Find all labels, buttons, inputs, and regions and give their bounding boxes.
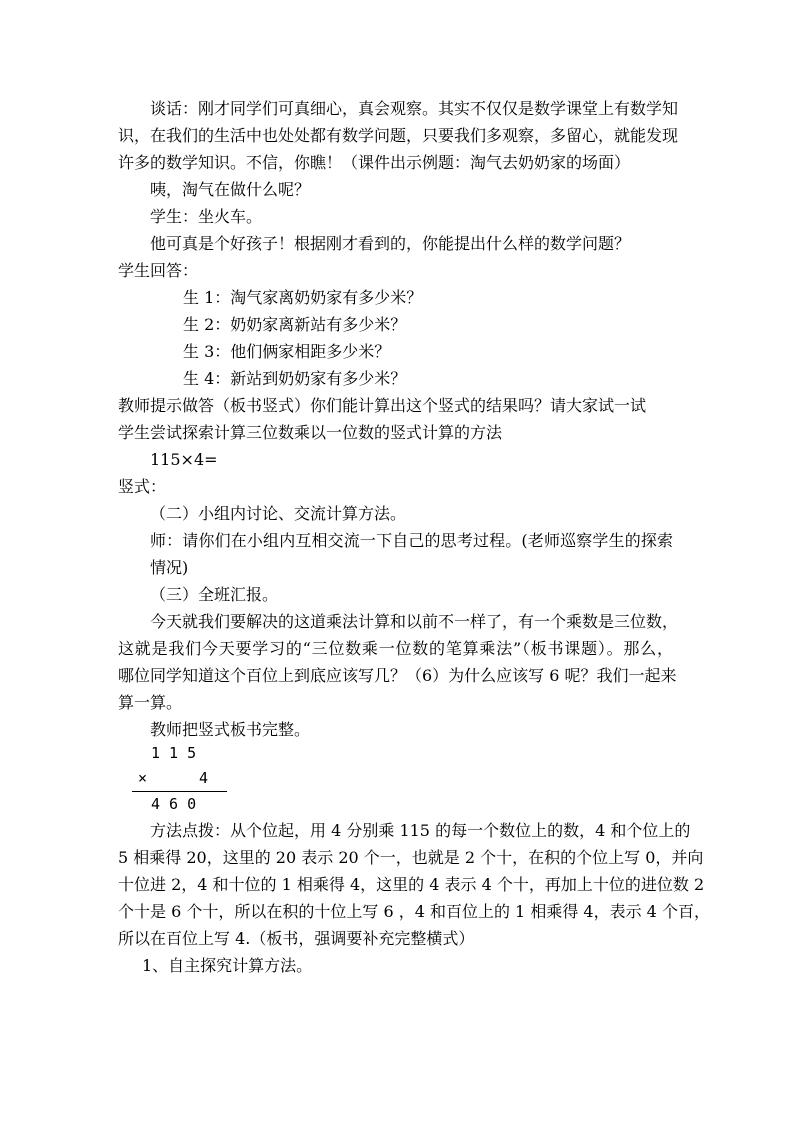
paragraph-line: 许多的数学知识。不信，你瞧！（课件出示例题：淘气去奶奶家的场面） bbox=[118, 153, 631, 172]
board-note: 教师把竖式板书完整。 bbox=[150, 720, 311, 739]
vertical-result: 4 6 0 bbox=[151, 795, 197, 813]
answer-item: 生 2：奶奶家离新站有多少米？ bbox=[183, 315, 407, 334]
section-heading: （三）全班汇报。 bbox=[150, 585, 279, 604]
calculation-rule bbox=[132, 791, 227, 792]
paragraph-line: 今天就我们要解决的这道乘法计算和以前不一样了，有一个乘数是三位数， bbox=[150, 612, 679, 631]
student-reply-line: 学生：坐火车。 bbox=[150, 207, 263, 226]
paragraph-line: 谈话：刚才同学们可真细心，真会观察。其实不仅仅是数学课堂上有数学知 bbox=[150, 99, 679, 118]
paragraph-line: 这就是我们今天要学习的“三位数乘一位数的笔算乘法”（板书课题）。那么， bbox=[118, 639, 673, 658]
question-line: 咦，淘气在做什么呢？ bbox=[150, 180, 311, 199]
vertical-multiplier: 4 bbox=[199, 769, 209, 787]
paragraph-line: 算一算。 bbox=[118, 693, 183, 712]
vertical-multiplicand: 1 1 5 bbox=[151, 744, 197, 762]
paragraph-line: 十位进 2，4 和十位的 1 相乘得 4，这里的 4 表示 4 个十，再加上十位的进位数 2 bbox=[118, 875, 705, 894]
question-line: 他可真是个好孩子！根据刚才看到的，你能提出什么样的数学问题？ bbox=[150, 234, 631, 253]
paragraph-line: 情况) bbox=[150, 558, 189, 577]
section-heading: （二）小组内讨论、交流计算方法。 bbox=[150, 504, 407, 523]
teacher-prompt-line: 教师提示做答（板书竖式）你们能计算出这个竖式的结果吗？请大家试一试 bbox=[118, 396, 647, 415]
paragraph-line: 5 相乘得 20，这里的 20 表示 20 个一，也就是 2 个十，在积的个位上写 0，并向 bbox=[118, 848, 704, 867]
vertical-form-label: 竖式： bbox=[118, 477, 167, 496]
answer-item: 生 3：他们俩家相距多少米？ bbox=[183, 342, 391, 361]
paragraph-line: 师：请你们在小组内互相交流一下自己的思考过程。(老师巡察学生的探索 bbox=[150, 531, 673, 550]
answer-item: 生 1：淘气家离奶奶家有多少米？ bbox=[183, 288, 423, 307]
expression-line: 115×4= bbox=[150, 450, 218, 469]
student-answer-heading: 学生回答： bbox=[118, 261, 199, 280]
paragraph-line: 个十是 6 个十，所以在积的十位上写 6 ，4 和百位上的 1 相乘得 4，表示 4 个百， bbox=[118, 902, 710, 921]
paragraph-line: 所以在百位上写 4.（板书，强调要补充完整横式） bbox=[118, 929, 475, 948]
answer-item: 生 4：新站到奶奶家有多少米？ bbox=[183, 369, 407, 388]
paragraph-line: 方法点拨：从个位起，用 4 分别乘 115 的每一个数位上的数，4 和个位上的 bbox=[150, 821, 691, 840]
paragraph-line: 哪位同学知道这个百位上到底应该写几？（6）为什么应该写 6 呢？我们一起来 bbox=[118, 666, 677, 685]
student-try-line: 学生尝试探索计算三位数乘以一位数的竖式计算的方法 bbox=[118, 423, 503, 442]
paragraph-line: 识，在我们的生活中也处处都有数学问题，只要我们多观察，多留心，就能发现 bbox=[118, 126, 679, 145]
multiply-sign: × bbox=[138, 769, 148, 787]
step-heading: 1、自主探究计算方法。 bbox=[142, 956, 313, 975]
